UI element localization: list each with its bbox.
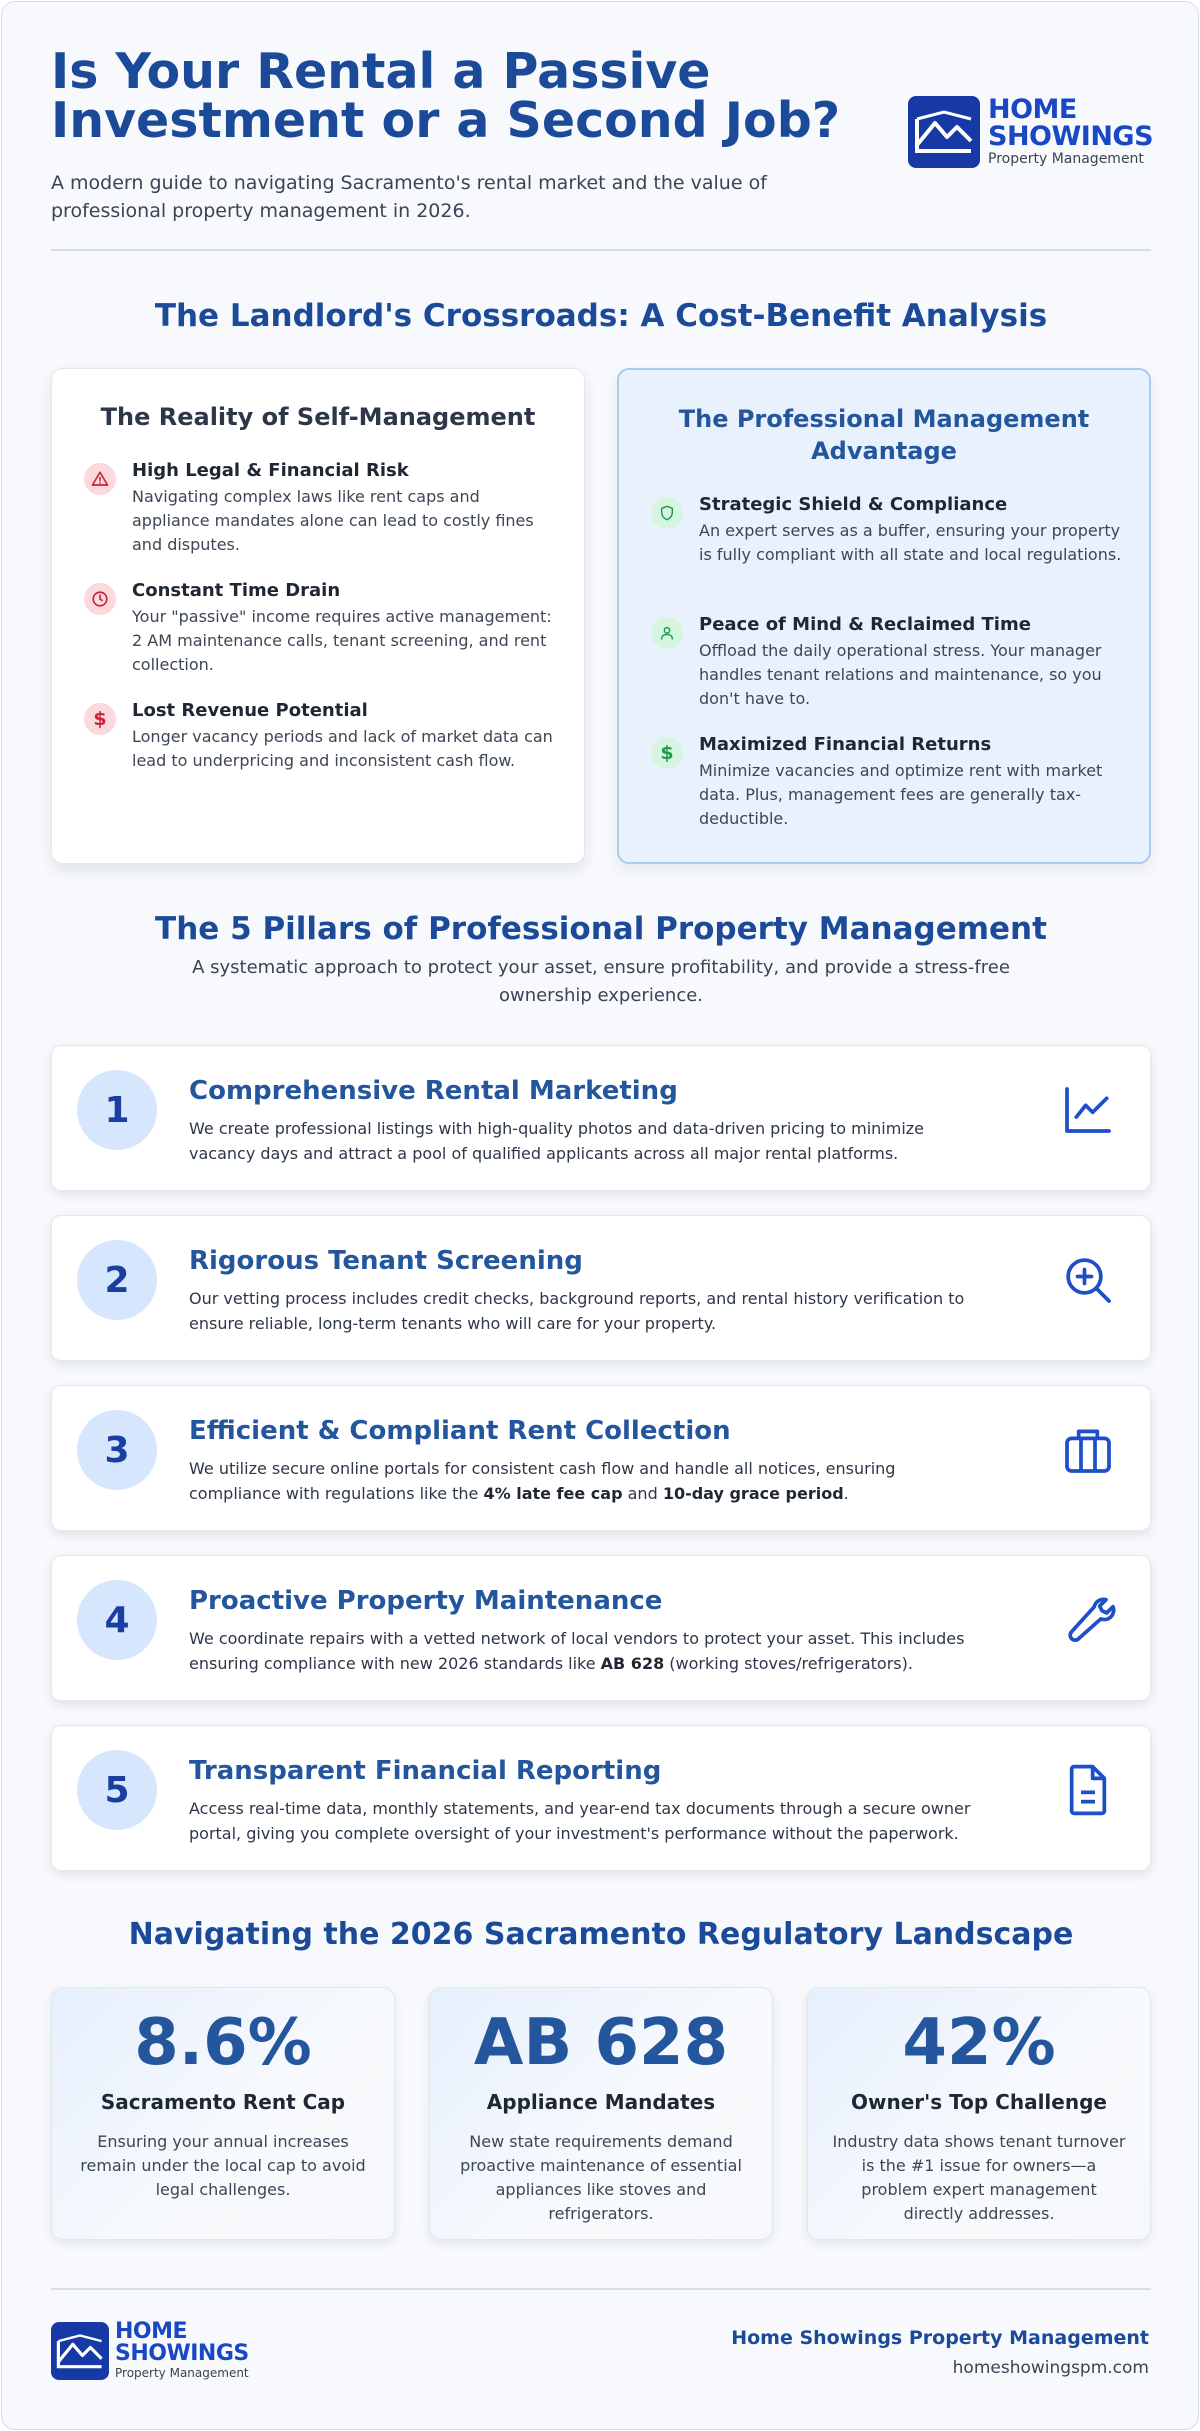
stat-card-rent-cap [51,1987,395,2240]
stat-card-appliance [429,1987,773,2240]
dollar-icon: $ [651,737,683,769]
pillar-card-rent-collection [51,1385,1151,1531]
stat-text: New state requirements demand proactive maintenance of essential appliances like stoves and refrigerators. [460,2132,742,2223]
pro-management-card [617,368,1151,864]
self-point-text: Longer vacancy periods and lack of market data can lead to underpricing and inconsistent cash flow. [132,727,553,770]
pillar-text: Access real-time data, monthly statements, and year-end tax documents through a secure owner portal, giving you complete oversight of your investment's performance without the paperwork. [189,1799,971,1843]
logo-line-showings: SHOWINGS [115,2341,249,2366]
chart-line-icon [1060,1082,1116,1138]
stat-label: Sacramento Rent Cap [100,2090,346,2114]
footer-contact [731,2327,1149,2378]
zoom-in-icon [1060,1252,1116,1308]
pillar-card-reporting [51,1725,1151,1871]
footer-company-name: Home Showings Property Management [731,2327,1149,2349]
pillar-text-part: (working stoves/refrigerators). [664,1654,913,1673]
stat-text: Ensuring your annual increases remain under the local cap to avoid legal challenges. [80,2132,366,2199]
pillar-title: Comprehensive Rental Marketing [189,1076,678,1106]
pillar-title: Efficient & Compliant Rent Collection [189,1416,731,1446]
pro-management-title: The Professional Management Advantage [678,405,1090,465]
pillar-card-screening [51,1215,1151,1361]
pillar-text [189,1456,989,1506]
self-point-text: Your "passive" income requires active management: 2 AM maintenance calls, tenant screening, and rent collection. [132,607,552,674]
pro-point-title: Peace of Mind & Reclaimed Time [699,614,1031,635]
clock-icon [84,583,116,615]
warning-triangle-icon [84,463,116,495]
pillar-text-part: . [843,1484,849,1503]
pillar-text: We create professional listings with high-quality photos and data-driven pricing to minimize vacancy days and attract a pool of qualified applicants across all major rental platforms. [189,1119,925,1163]
house-mountain-icon [908,96,980,168]
pillar-title: Proactive Property Maintenance [189,1586,663,1616]
pillars-subtitle: A systematic approach to protect your asset, ensure profitability, and provide a stress-free ownership experience. [192,957,1010,1006]
page-subtitle: A modern guide to navigating Sacramento's rental market and the value of professional property management in 2026. [51,172,767,222]
pillar-card-marketing [51,1045,1151,1191]
pillar-number: 2 [77,1240,157,1320]
self-point-lost-revenue [84,699,560,773]
stat-label: Owner's Top Challenge [851,2090,1107,2114]
footer-website-link[interactable]: homeshowingspm.com [952,2358,1149,2378]
crossroads-heading: The Landlord's Crossroads: A Cost-Benefit Analysis [154,298,1048,334]
pro-point-shield [651,493,1125,567]
document-icon [1060,1762,1116,1818]
pro-point-title: Strategic Shield & Compliance [699,494,1008,515]
pro-point-financial-returns [651,733,1125,831]
brand-logo[interactable] [908,96,1153,168]
grace-period-highlight: 10-day grace period [662,1484,844,1503]
wrench-icon [1060,1592,1116,1648]
pillar-title: Transparent Financial Reporting [189,1756,662,1786]
footer-divider [51,2288,1151,2290]
self-point-title: High Legal & Financial Risk [132,460,409,481]
pillar-text: Our vetting process includes credit checks, background reports, and rental history verification to ensure reliable, long-term tenants who will care for your property. [189,1289,965,1333]
self-point-time-drain [84,579,560,677]
pillar-text-part: and [622,1484,663,1503]
pro-point-text: Minimize vacancies and optimize rent with market data. Plus, management fees are generally tax-deductible. [699,761,1103,828]
logo-line-home: HOME [115,2319,188,2344]
pillar-text-part: We utilize secure online portals for consistent cash flow and handle all notices, ensuring compliance with regulations like the [189,1459,896,1503]
logo-line-showings: SHOWINGS [988,121,1154,152]
logo-line-tagline: Property Management [988,151,1144,167]
regulatory-heading: Navigating the 2026 Sacramento Regulatory Landscape [128,1917,1074,1952]
pillar-title: Rigorous Tenant Screening [189,1246,583,1276]
pillar-text-part: We coordinate repairs with a vetted network of local vendors to protect your asset. This includes ensuring compliance with new 2026 standards like [189,1629,965,1673]
stat-text: Industry data shows tenant turnover is the #1 issue for owners—a problem expert management directly addresses. [832,2132,1126,2223]
stat-value: AB 628 [473,2006,729,2080]
infographic-page [1,1,1199,2430]
pillar-number: 1 [77,1070,157,1150]
divider [51,249,1151,251]
stat-value: 8.6% [134,2006,312,2080]
pillar-number: 4 [77,1580,157,1660]
pillar-number: 3 [77,1410,157,1490]
stat-value: 42% [902,2006,1056,2080]
shield-icon [651,497,683,529]
pro-point-text: An expert serves as a buffer, ensuring your property is fully compliant with all state and local regulations. [699,521,1122,564]
dollar-icon: $ [84,703,116,735]
stat-label: Appliance Mandates [486,2090,716,2114]
person-icon [651,617,683,649]
footer-logo[interactable] [51,2321,249,2381]
self-point-text: Navigating complex laws like rent caps and appliance mandates alone can lead to costly fines and disputes. [132,487,534,554]
pro-point-title: Maximized Financial Returns [699,734,992,755]
pro-point-peace-of-mind [651,613,1125,711]
self-management-title: The Reality of Self-Management [100,403,536,431]
self-point-title: Lost Revenue Potential [132,700,368,721]
pillars-heading: The 5 Pillars of Professional Property Management [155,911,1047,947]
pillar-number: 5 [77,1750,157,1830]
logo-line-tagline: Property Management [115,2366,249,2380]
self-management-card [51,368,585,864]
pillar-card-maintenance [51,1555,1151,1701]
hero [51,43,881,225]
house-mountain-icon [51,2322,109,2380]
self-point-legal-risk [84,459,560,557]
pro-point-text: Offload the daily operational stress. Your manager handles tenant relations and maintenance, so you don't have to. [699,641,1102,708]
briefcase-icon [1060,1422,1116,1478]
ab628-highlight: AB 628 [600,1654,665,1673]
late-fee-cap-highlight: 4% late fee cap [483,1484,623,1503]
pillar-text [189,1626,989,1676]
page-title: Is Your Rental a Passive Investment or a Second Job? [51,43,841,149]
stat-card-owner-challenge [807,1987,1151,2240]
logo-line-home: HOME [988,94,1077,125]
self-point-title: Constant Time Drain [132,580,341,601]
